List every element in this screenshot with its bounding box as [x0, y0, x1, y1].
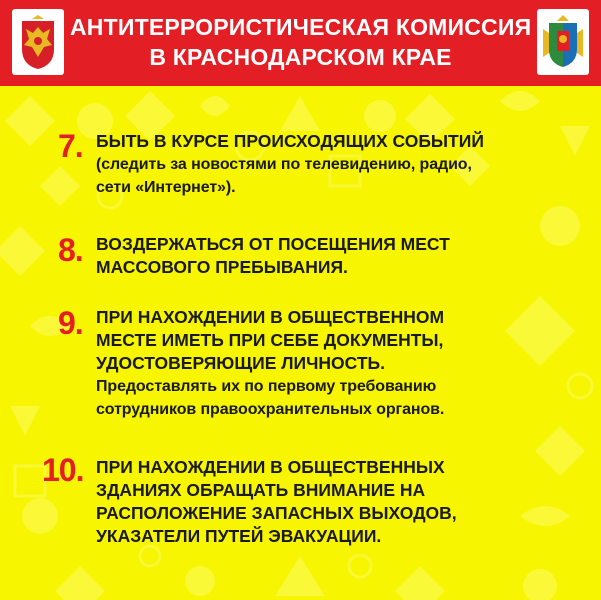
- header-banner: [0, 0, 601, 86]
- rule-line: МЕСТЕ ИМЕТЬ ПРИ СЕБЕ ДОКУМЕНТЫ,: [96, 330, 444, 350]
- rule-sub-line: Предоставлять их по первому требованию: [96, 378, 437, 395]
- rule-number: 10.: [42, 452, 84, 488]
- rule-number: 8.: [58, 232, 83, 268]
- rule-number: 7.: [58, 128, 83, 164]
- rule-line: ПРИ НАХОЖДЕНИИ В ОБЩЕСТВЕННОМ: [96, 307, 445, 327]
- rule-line: РАСПОЛОЖЕНИЕ ЗАПАСНЫХ ВЫХОДОВ,: [96, 503, 457, 523]
- rule-text: [96, 233, 586, 279]
- header-title-line-1: АНТИТЕРРОРИСТИЧЕСКАЯ КОМИССИЯ: [70, 14, 532, 40]
- rule-line: БЫТЬ В КУРСЕ ПРОИСХОДЯЩИХ СОБЫТИЙ: [96, 131, 484, 151]
- rule-line: ЗДАНИЯХ ОБРАЩАТЬ ВНИМАНИЕ НА: [96, 480, 426, 500]
- rule-text: [96, 306, 586, 421]
- rule-sub-line: сотрудников правоохранительных органов.: [96, 401, 445, 418]
- rule-number: 9.: [58, 305, 83, 341]
- rule-line: МАССОВОГО ПРЕБЫВАНИЯ.: [96, 257, 348, 277]
- header-title: [70, 12, 531, 72]
- rule-sub-line: (следить за новостями по телевидению, радио,: [96, 156, 472, 173]
- rule-text: [96, 456, 586, 548]
- rule-line: УКАЗАТЕЛИ ПУТЕЙ ЭВАКУАЦИИ.: [96, 526, 382, 546]
- header-title-line-2: В КРАСНОДАРСКОМ КРАЕ: [149, 44, 452, 70]
- rule-text: [96, 130, 586, 199]
- rule-line: ВОЗДЕРЖАТЬСЯ ОТ ПОСЕЩЕНИЯ МЕСТ: [96, 234, 450, 254]
- rule-line: ПРИ НАХОЖДЕНИИ В ОБЩЕСТВЕННЫХ: [96, 457, 445, 477]
- russia-coat-of-arms-icon: [12, 9, 64, 75]
- rule-sub-line: сети «Интернет»).: [96, 179, 236, 196]
- krasnodar-krai-coat-of-arms-icon: [537, 9, 589, 75]
- rule-line: УДОСТОВЕРЯЮЩИЕ ЛИЧНОСТЬ.: [96, 353, 385, 373]
